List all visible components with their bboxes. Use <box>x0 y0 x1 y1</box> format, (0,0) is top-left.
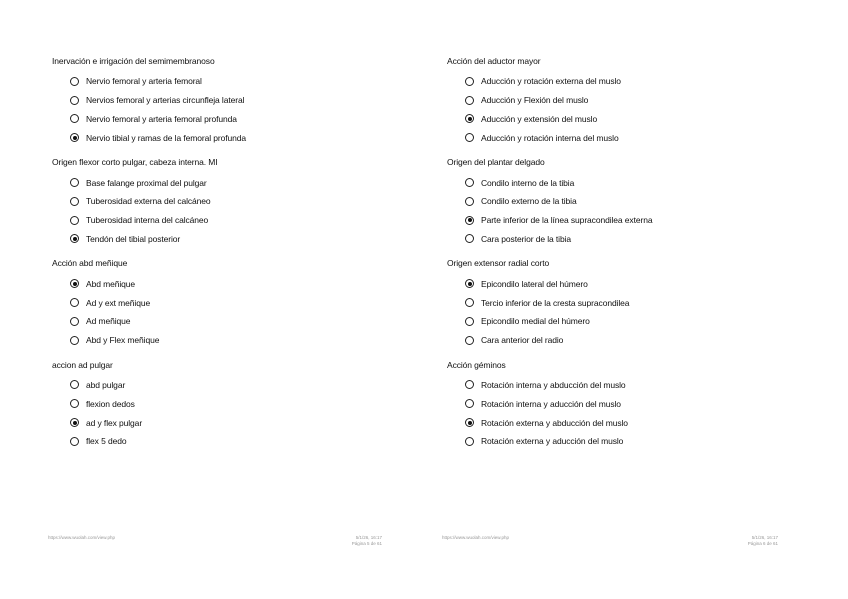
option-label: Cara anterior del radio <box>481 335 564 346</box>
radio-unselected-icon[interactable] <box>70 216 79 225</box>
option-label: Aducción y rotación externa del muslo <box>481 76 621 87</box>
option-label: Cara posterior de la tibia <box>481 233 572 244</box>
question <box>52 359 432 451</box>
radio-unselected-icon[interactable] <box>70 380 79 389</box>
question <box>447 55 827 147</box>
answer-option[interactable] <box>447 331 827 350</box>
question-title: Inervación e irrigación del semimembranoso <box>52 56 215 66</box>
radio-selected-icon[interactable] <box>70 418 79 427</box>
answer-option[interactable] <box>447 173 827 192</box>
option-label: Tendón del tibial posterior <box>86 233 181 244</box>
answer-option[interactable] <box>52 211 432 230</box>
option-label: Epicondilo medial del húmero <box>481 316 590 327</box>
footer-url-left: https://www.wuolah.com/view.php <box>48 535 116 540</box>
answer-option[interactable] <box>447 110 827 129</box>
radio-unselected-icon[interactable] <box>465 234 474 243</box>
radio-unselected-icon[interactable] <box>70 298 79 307</box>
answer-option[interactable] <box>447 274 827 293</box>
question <box>447 156 827 248</box>
radio-unselected-icon[interactable] <box>70 437 79 446</box>
radio-unselected-icon[interactable] <box>465 197 474 206</box>
answer-option[interactable] <box>447 230 827 249</box>
option-label: Rotación interna y aducción del muslo <box>481 398 621 409</box>
answer-option[interactable] <box>52 72 432 91</box>
radio-unselected-icon[interactable] <box>70 399 79 408</box>
footer-page-left: Página 5 de 61 <box>351 540 382 546</box>
answer-option[interactable] <box>447 192 827 211</box>
answer-option[interactable] <box>52 413 432 432</box>
answer-option[interactable] <box>52 394 432 413</box>
answer-option[interactable] <box>447 128 827 147</box>
right-page-column <box>447 55 827 460</box>
radio-selected-icon[interactable] <box>70 234 79 243</box>
question-title: Acción del aductor mayor <box>447 56 541 66</box>
question-title: Acción géminos <box>447 359 506 370</box>
radio-unselected-icon[interactable] <box>70 178 79 187</box>
radio-unselected-icon[interactable] <box>465 133 474 142</box>
question-title: Origen extensor radial corto <box>447 258 550 269</box>
radio-unselected-icon[interactable] <box>465 437 474 446</box>
radio-unselected-icon[interactable] <box>70 317 79 326</box>
radio-selected-icon[interactable] <box>70 279 79 288</box>
option-label: Tuberosidad interna del calcáneo <box>86 215 209 226</box>
option-label: Rotación externa y abducción del muslo <box>481 417 628 428</box>
option-label: Abd meñique <box>86 278 135 289</box>
option-label: Nervio femoral y arteria femoral <box>86 76 202 87</box>
answer-option[interactable] <box>52 192 432 211</box>
option-label: Epicondilo lateral del húmero <box>481 278 588 289</box>
radio-unselected-icon[interactable] <box>70 77 79 86</box>
answer-option[interactable] <box>52 110 432 129</box>
answer-option[interactable] <box>52 230 432 249</box>
option-label: Condilo interno de la tibia <box>481 177 575 188</box>
radio-unselected-icon[interactable] <box>70 114 79 123</box>
answer-option[interactable] <box>447 376 827 395</box>
option-label: Nervios femoral y arterias circunfleja lateral <box>86 95 245 106</box>
answer-option[interactable] <box>52 91 432 110</box>
footer-url-right: https://www.wuolah.com/view.php <box>442 535 510 540</box>
answer-option[interactable] <box>447 293 827 312</box>
answer-option[interactable] <box>447 432 827 451</box>
question <box>52 55 432 147</box>
option-label: Aducción y Flexión del muslo <box>481 95 589 106</box>
answer-option[interactable] <box>52 376 432 395</box>
question-title: Origen del plantar delgado <box>447 157 545 168</box>
answer-option[interactable] <box>52 432 432 451</box>
radio-unselected-icon[interactable] <box>465 178 474 187</box>
radio-selected-icon[interactable] <box>465 418 474 427</box>
option-label: Aducción y rotación interna del muslo <box>481 132 619 143</box>
option-label: flexion dedos <box>86 398 135 409</box>
question-title: accion ad pulgar <box>52 359 113 370</box>
left-page-column <box>52 55 432 460</box>
footer-date-right: 5/1/26, 16:17 <box>751 535 778 540</box>
question <box>447 359 827 451</box>
question <box>52 257 432 349</box>
option-label: abd pulgar <box>86 379 126 390</box>
answer-option[interactable] <box>447 394 827 413</box>
radio-unselected-icon[interactable] <box>70 197 79 206</box>
option-label: Abd y Flex meñique <box>86 335 160 346</box>
radio-unselected-icon[interactable] <box>465 77 474 86</box>
answer-option[interactable] <box>447 91 827 110</box>
radio-selected-icon[interactable] <box>465 216 474 225</box>
footer-meta-right <box>726 535 778 546</box>
option-label: Parte inferior de la línea supracondilea externa <box>481 215 653 226</box>
radio-unselected-icon[interactable] <box>465 317 474 326</box>
footer-meta-left <box>330 535 382 546</box>
option-label: Tuberosidad externa del calcáneo <box>86 196 211 207</box>
answer-option[interactable] <box>52 274 432 293</box>
option-label: Rotación interna y abducción del muslo <box>481 379 626 390</box>
option-label: Condilo externo de la tibia <box>481 196 577 207</box>
question <box>447 257 827 349</box>
option-label: Ad y ext meñique <box>86 297 151 308</box>
answer-option[interactable] <box>447 413 827 432</box>
answer-option[interactable] <box>52 293 432 312</box>
option-label: Nervio tibial y ramas de la femoral profunda <box>86 132 247 143</box>
radio-unselected-icon[interactable] <box>465 380 474 389</box>
answer-option[interactable] <box>447 312 827 331</box>
answer-option[interactable] <box>52 312 432 331</box>
option-label: flex 5 dedo <box>86 436 127 447</box>
radio-selected-icon[interactable] <box>70 133 79 142</box>
footer-page-right: Página 6 de 61 <box>747 540 778 546</box>
radio-unselected-icon[interactable] <box>70 96 79 105</box>
option-label: ad y flex pulgar <box>86 417 143 428</box>
answer-option[interactable] <box>447 211 827 230</box>
option-label: Ad meñique <box>86 316 131 327</box>
answer-option[interactable] <box>52 173 432 192</box>
option-label: Rotación externa y aducción del muslo <box>481 436 624 447</box>
question-title: Acción abd meñique <box>52 258 128 269</box>
option-label: Tercio inferior de la cresta supracondilea <box>481 297 630 308</box>
answer-option[interactable] <box>52 128 432 147</box>
radio-unselected-icon[interactable] <box>465 298 474 307</box>
option-label: Aducción y extensión del muslo <box>481 113 598 124</box>
answer-option[interactable] <box>52 331 432 350</box>
answer-option[interactable] <box>447 72 827 91</box>
question <box>52 156 432 248</box>
question-title: Origen flexor corto pulgar, cabeza interna. MI <box>52 157 218 168</box>
radio-unselected-icon[interactable] <box>70 336 79 345</box>
radio-unselected-icon[interactable] <box>465 96 474 105</box>
radio-selected-icon[interactable] <box>465 279 474 288</box>
radio-selected-icon[interactable] <box>465 114 474 123</box>
option-label: Base falange proximal del pulgar <box>86 177 207 188</box>
radio-unselected-icon[interactable] <box>465 336 474 345</box>
radio-unselected-icon[interactable] <box>465 399 474 408</box>
footer-date-left: 5/1/26, 16:17 <box>355 535 382 540</box>
option-label: Nervio femoral y arteria femoral profunda <box>86 113 237 124</box>
